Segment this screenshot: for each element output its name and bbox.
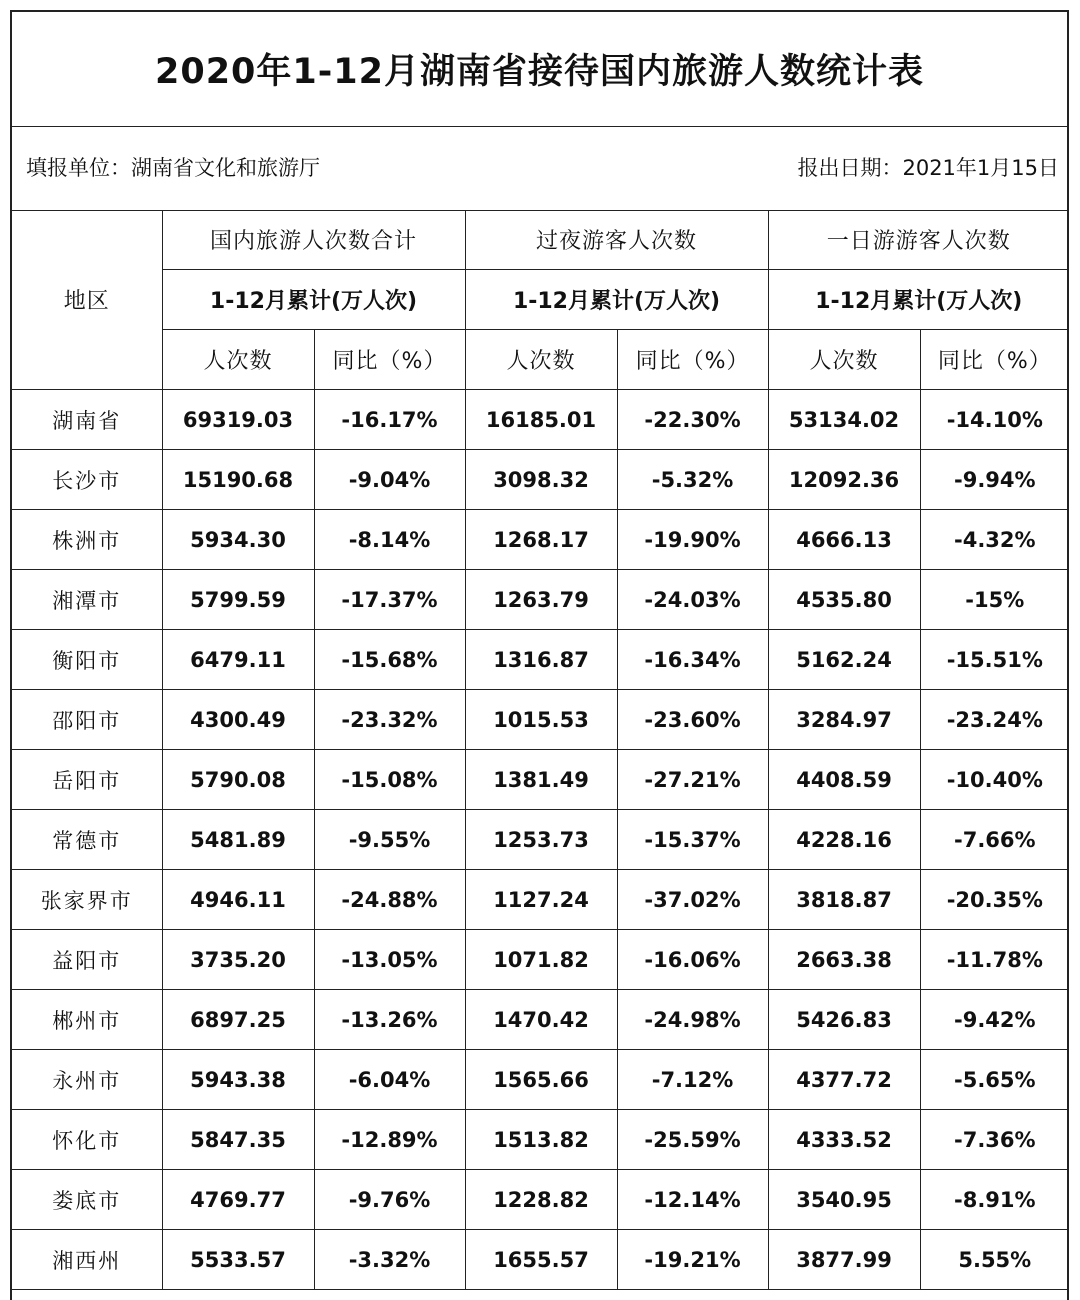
total-count-cell: 5934.30 [162,510,314,570]
overnight-yoy-cell: -24.03% [617,570,768,630]
total-count-cell: 5943.38 [162,1050,314,1110]
statistics-sheet [10,10,1069,1300]
day-trip-count-cell: 4666.13 [768,510,920,570]
region-name-cell: 岳阳市 [12,750,162,810]
day-trip-count-cell: 4377.72 [768,1050,920,1110]
day-trip-yoy-cell: -9.94% [920,450,1069,510]
day-trip-yoy-cell: -7.66% [920,810,1069,870]
overnight-yoy-cell: -37.02% [617,870,768,930]
day-trip-yoy-cell: 5.55% [920,1230,1069,1290]
total-yoy-cell: -6.04% [314,1050,465,1110]
overnight-yoy-cell: -22.30% [617,390,768,450]
table-row [12,630,1069,690]
table-row [12,750,1069,810]
total-count-cell: 5847.35 [162,1110,314,1170]
yoy-header: 同比（%） [920,330,1069,390]
region-name-cell: 郴州市 [12,990,162,1050]
overnight-count-cell: 1316.87 [465,630,617,690]
yoy-header: 同比（%） [314,330,465,390]
total-yoy-cell: -8.14% [314,510,465,570]
table-row [12,1170,1069,1230]
total-yoy-cell: -9.55% [314,810,465,870]
overnight-count-cell: 1228.82 [465,1170,617,1230]
total-yoy-cell: -15.68% [314,630,465,690]
total-count-cell: 15190.68 [162,450,314,510]
total-count-cell: 69319.03 [162,390,314,450]
overnight-count-cell: 1071.82 [465,930,617,990]
overnight-count-cell: 1015.53 [465,690,617,750]
day-trip-yoy-cell: -10.40% [920,750,1069,810]
total-count-cell: 3735.20 [162,930,314,990]
total-yoy-cell: -24.88% [314,870,465,930]
region-name-cell: 湖南省 [12,390,162,450]
day-trip-count-cell: 4228.16 [768,810,920,870]
day-trip-yoy-cell: -15% [920,570,1069,630]
overnight-yoy-cell: -19.21% [617,1230,768,1290]
table-row [12,1110,1069,1170]
count-header: 人次数 [768,330,920,390]
region-name-cell: 常德市 [12,810,162,870]
day-trip-yoy-cell: -23.24% [920,690,1069,750]
overnight-count-cell: 1253.73 [465,810,617,870]
day-trip-yoy-cell: -15.51% [920,630,1069,690]
overnight-count-cell: 1513.82 [465,1110,617,1170]
group-header-overnight: 过夜游客人次数 [465,210,768,270]
region-name-cell: 怀化市 [12,1110,162,1170]
count-header: 人次数 [162,330,314,390]
total-count-cell: 5481.89 [162,810,314,870]
day-trip-yoy-cell: -4.32% [920,510,1069,570]
overnight-count-cell: 1470.42 [465,990,617,1050]
region-name-cell: 长沙市 [12,450,162,510]
header-row-period [12,270,1069,330]
period-header-overnight: 1-12月累计(万人次) [465,270,768,330]
overnight-yoy-cell: -24.98% [617,990,768,1050]
table-row [12,810,1069,870]
info-bar [12,126,1067,211]
overnight-count-cell: 1127.24 [465,870,617,930]
overnight-count-cell: 1268.17 [465,510,617,570]
report-date: 报出日期：2021年1月15日 [797,156,1059,180]
total-yoy-cell: -15.08% [314,750,465,810]
day-trip-yoy-cell: -5.65% [920,1050,1069,1110]
region-header: 地区 [12,210,162,390]
total-count-cell: 5799.59 [162,570,314,630]
overnight-yoy-cell: -23.60% [617,690,768,750]
table-row [12,570,1069,630]
total-yoy-cell: -3.32% [314,1230,465,1290]
day-trip-yoy-cell: -8.91% [920,1170,1069,1230]
tourism-table [12,210,1069,1290]
overnight-count-cell: 1565.66 [465,1050,617,1110]
overnight-yoy-cell: -27.21% [617,750,768,810]
region-name-cell: 永州市 [12,1050,162,1110]
day-trip-count-cell: 3284.97 [768,690,920,750]
day-trip-count-cell: 2663.38 [768,930,920,990]
day-trip-yoy-cell: -7.36% [920,1110,1069,1170]
overnight-yoy-cell: -7.12% [617,1050,768,1110]
day-trip-yoy-cell: -20.35% [920,870,1069,930]
day-trip-count-cell: 12092.36 [768,450,920,510]
total-yoy-cell: -23.32% [314,690,465,750]
region-name-cell: 邵阳市 [12,690,162,750]
table-row [12,1230,1069,1290]
group-header-total: 国内旅游人次数合计 [162,210,465,270]
total-yoy-cell: -12.89% [314,1110,465,1170]
overnight-yoy-cell: -15.37% [617,810,768,870]
day-trip-count-cell: 5162.24 [768,630,920,690]
header-row-metrics [12,330,1069,390]
overnight-yoy-cell: -5.32% [617,450,768,510]
region-name-cell: 衡阳市 [12,630,162,690]
region-name-cell: 益阳市 [12,930,162,990]
day-trip-count-cell: 5426.83 [768,990,920,1050]
overnight-count-cell: 3098.32 [465,450,617,510]
overnight-yoy-cell: -12.14% [617,1170,768,1230]
period-header-total: 1-12月累计(万人次) [162,270,465,330]
total-count-cell: 6897.25 [162,990,314,1050]
table-row [12,870,1069,930]
total-count-cell: 5533.57 [162,1230,314,1290]
day-trip-count-cell: 3818.87 [768,870,920,930]
table-row [12,1050,1069,1110]
day-trip-count-cell: 4535.80 [768,570,920,630]
total-yoy-cell: -13.26% [314,990,465,1050]
overnight-yoy-cell: -25.59% [617,1110,768,1170]
day-trip-count-cell: 3877.99 [768,1230,920,1290]
group-header-day-trip: 一日游游客人次数 [768,210,1069,270]
total-yoy-cell: -13.05% [314,930,465,990]
overnight-count-cell: 1263.79 [465,570,617,630]
day-trip-yoy-cell: -11.78% [920,930,1069,990]
total-count-cell: 4300.49 [162,690,314,750]
region-name-cell: 湘潭市 [12,570,162,630]
table-row [12,930,1069,990]
yoy-header: 同比（%） [617,330,768,390]
overnight-count-cell: 1655.57 [465,1230,617,1290]
day-trip-count-cell: 3540.95 [768,1170,920,1230]
region-name-cell: 张家界市 [12,870,162,930]
total-count-cell: 4769.77 [162,1170,314,1230]
day-trip-count-cell: 4333.52 [768,1110,920,1170]
header-row-groups [12,210,1069,270]
period-header-day-trip: 1-12月累计(万人次) [768,270,1069,330]
count-header: 人次数 [465,330,617,390]
day-trip-count-cell: 4408.59 [768,750,920,810]
overnight-count-cell: 16185.01 [465,390,617,450]
total-yoy-cell: -16.17% [314,390,465,450]
total-yoy-cell: -9.04% [314,450,465,510]
total-count-cell: 4946.11 [162,870,314,930]
region-name-cell: 株洲市 [12,510,162,570]
day-trip-count-cell: 53134.02 [768,390,920,450]
total-count-cell: 5790.08 [162,750,314,810]
overnight-yoy-cell: -16.34% [617,630,768,690]
table-row [12,390,1069,450]
page-title: 2020年1-12月湖南省接待国内旅游人数统计表 [12,12,1067,127]
total-count-cell: 6479.11 [162,630,314,690]
reporting-unit: 填报单位：湖南省文化和旅游厅 [26,156,320,180]
day-trip-yoy-cell: -14.10% [920,390,1069,450]
table-row [12,990,1069,1050]
total-yoy-cell: -17.37% [314,570,465,630]
overnight-count-cell: 1381.49 [465,750,617,810]
table-row [12,510,1069,570]
region-name-cell: 湘西州 [12,1230,162,1290]
day-trip-yoy-cell: -9.42% [920,990,1069,1050]
overnight-yoy-cell: -16.06% [617,930,768,990]
total-yoy-cell: -9.76% [314,1170,465,1230]
region-name-cell: 娄底市 [12,1170,162,1230]
table-row [12,690,1069,750]
table-row [12,450,1069,510]
overnight-yoy-cell: -19.90% [617,510,768,570]
